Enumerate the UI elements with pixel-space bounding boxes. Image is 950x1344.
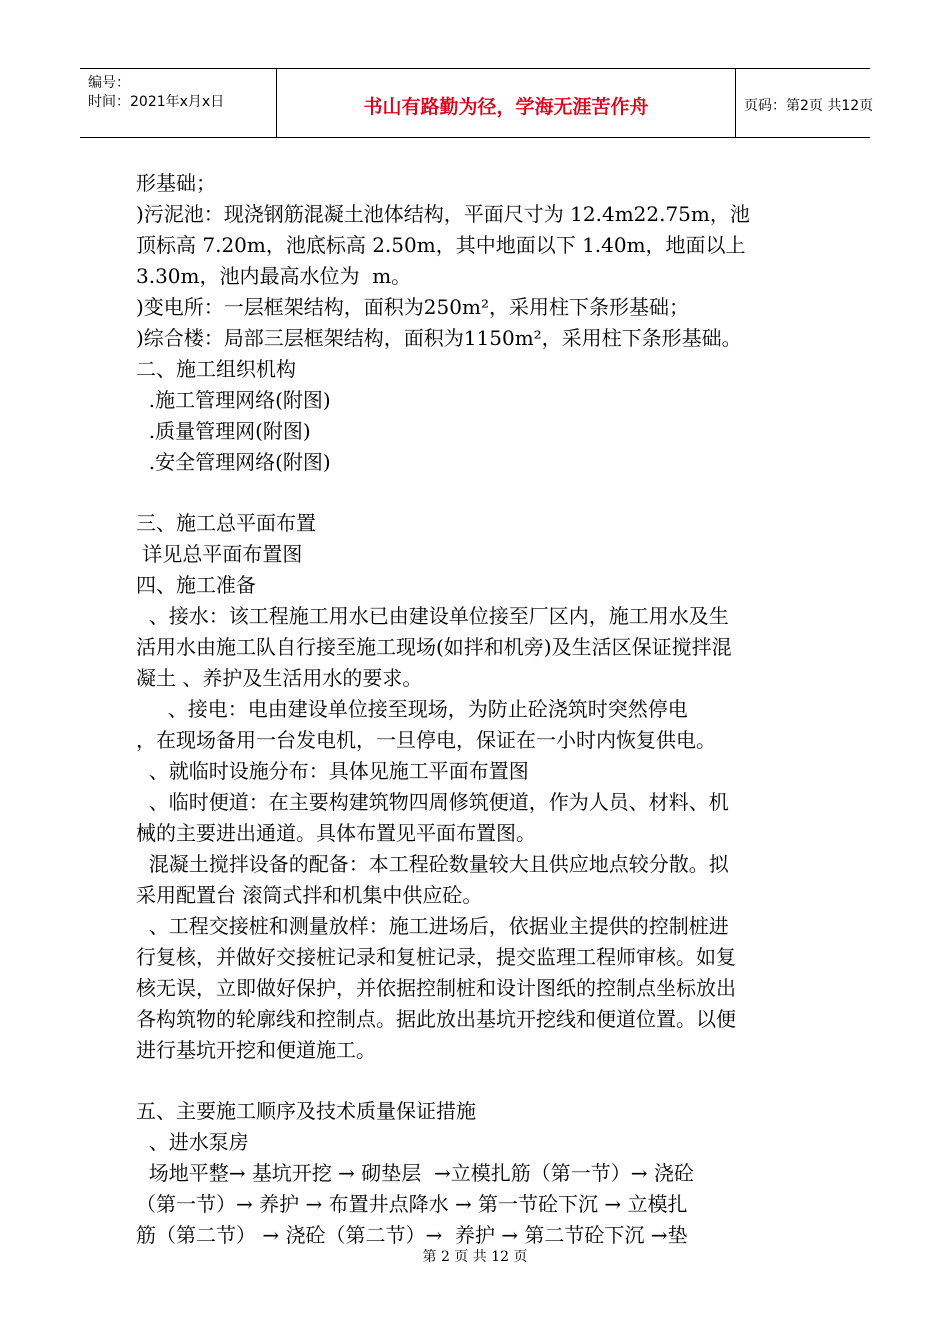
body-line: 顶标高 7.20m，池底标高 2.50m，其中地面以下 1.40m，地面以上: [136, 233, 746, 257]
page-header: [80, 68, 874, 138]
doc-time-label: 时间：2021年x月x日: [88, 94, 225, 110]
body-line: 筋（第二节） → 浇砼（第二节）→ 养护 → 第二节砼下沉 →垫: [136, 1223, 688, 1247]
body-line: 活用水由施工队自行接至施工现场(如拌和机旁)及生活区保证搅拌混: [136, 635, 732, 659]
doc-number-label: 编号：: [88, 75, 130, 91]
body-line: 混凝土搅拌设备的配备：本工程砼数量较大且供应地点较分散。拟: [136, 852, 729, 876]
page-footer: 第 2 页 共 12 页: [422, 1249, 528, 1265]
body-line: 凝土 、养护及生活用水的要求。: [136, 666, 423, 690]
body-line: 、就临时设施分布：具体见施工平面布置图: [136, 759, 529, 783]
body-line: 采用配置台 滚筒式拌和机集中供应砼。: [136, 883, 483, 907]
body-line: 行复核，并做好交接桩记录和复桩记录，提交监理工程师审核。如复: [136, 945, 736, 969]
body-line: .施工管理网络(附图): [136, 388, 331, 412]
body-line: )变电所：一层框架结构，面积为250m²，采用柱下条形基础；: [136, 295, 689, 319]
section-heading: 五、主要施工顺序及技术质量保证措施: [136, 1099, 476, 1123]
body-line: 进行基坑开挖和便道施工。: [136, 1038, 376, 1062]
header-page-label: 页码：第2页 共12页: [744, 98, 874, 114]
body-line: 3.30m，池内最高水位为 m。: [136, 264, 412, 288]
body-line: 详见总平面布置图: [136, 542, 303, 566]
body-line: 械的主要进出通道。具体布置见平面布置图。: [136, 821, 536, 845]
body-line: 、临时便道：在主要构建筑物四周修筑便道，作为人员、材料、机: [136, 790, 729, 814]
body-line: 形基础；: [136, 171, 216, 195]
body-line: 、工程交接桩和测量放样：施工进场后，依据业主提供的控制桩进: [136, 914, 729, 938]
body-line: .质量管理网(附图): [136, 419, 311, 443]
body-line: 场地平整→ 基坑开挖 → 砌垫层 →立模扎筋（第一节）→ 浇砼: [136, 1161, 694, 1185]
body-line: ，在现场备用一台发电机，一旦停电，保证在一小时内恢复供电。: [136, 728, 716, 752]
section-heading: 四、施工准备: [136, 573, 256, 597]
body-line: 、进水泵房: [136, 1130, 249, 1154]
header-info-cell: [80, 69, 276, 137]
header-page-cell: [736, 69, 874, 137]
body-line: )综合楼：局部三层框架结构，面积为1150m²，采用柱下条形基础。: [136, 326, 742, 350]
body-line: )污泥池：现浇钢筋混凝土池体结构，平面尺寸为 12.4m22.75m，池: [136, 202, 750, 226]
body-line: 、接水：该工程施工用水已由建设单位接至厂区内，施工用水及生: [136, 604, 729, 628]
body-line: 核无误，立即做好保护，并依据控制桩和设计图纸的控制点坐标放出: [136, 976, 736, 1000]
header-motto: 书山有路勤为径，学海无涯苦作舟: [363, 96, 649, 118]
body-line: 、接电：电由建设单位接至现场，为防止砼浇筑时突然停电: [136, 697, 688, 721]
section-heading: 三、施工总平面布置: [136, 511, 316, 535]
body-line: 各构筑物的轮廓线和控制点。据此放出基坑开挖线和便道位置。以便: [136, 1007, 736, 1031]
section-heading: 二、施工组织机构: [136, 357, 296, 381]
header-motto-cell: [276, 69, 736, 137]
body-line: （第一节）→ 养护 → 布置井点降水 → 第一节砼下沉 → 立模扎: [136, 1192, 688, 1216]
body-line: .安全管理网络(附图): [136, 450, 331, 474]
